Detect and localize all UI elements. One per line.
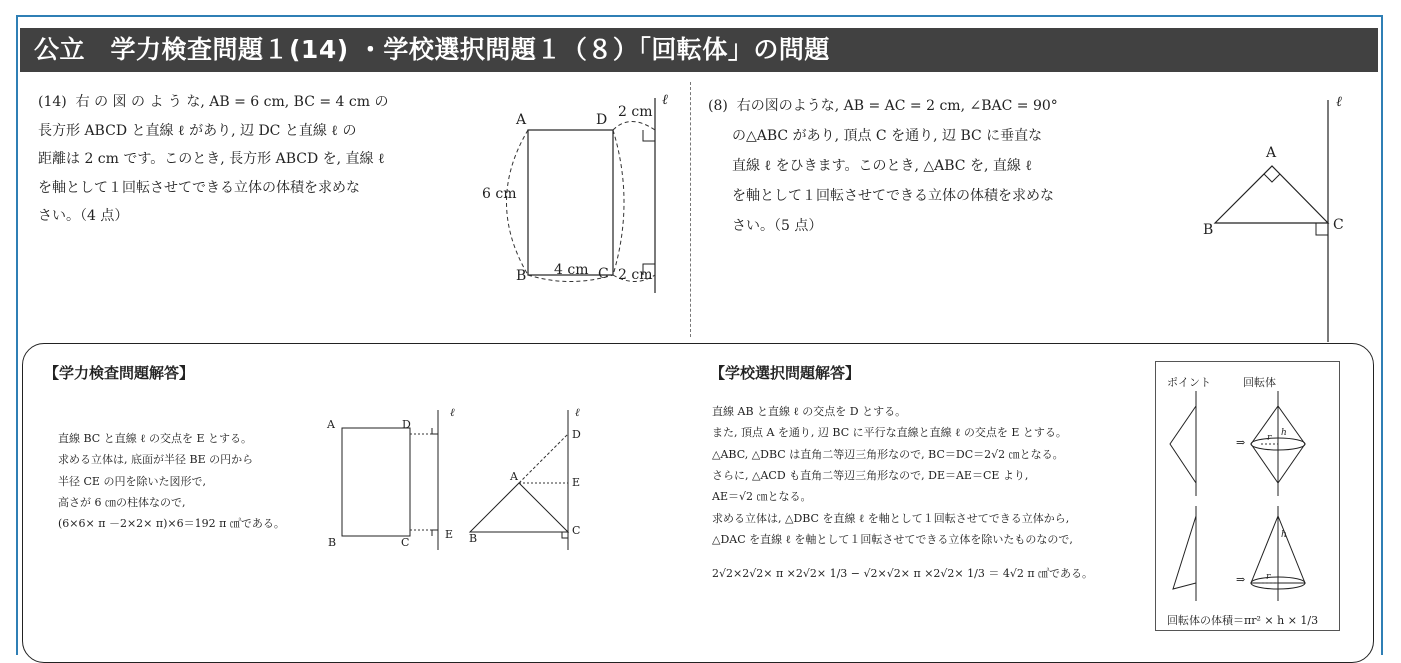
fig2-label-e: E <box>572 476 581 489</box>
fig1-label-l: ℓ <box>450 406 455 419</box>
right-answer-line: AE＝√2 ㎝となる。 <box>712 490 812 504</box>
q14-label-a: A <box>516 112 527 128</box>
left-answer-line: 直線 BC と直線 ℓ の交点を E とする。 <box>58 432 252 445</box>
dashed-arc-6cm <box>507 130 529 275</box>
q8-label-c: C <box>1333 217 1344 233</box>
right-angle-mark <box>432 428 438 434</box>
fig2-label-c: C <box>572 524 581 537</box>
right-angle-mark <box>562 532 568 538</box>
q14-label-6cm: 6 cm <box>482 186 517 202</box>
q14-label-c: C <box>598 266 609 282</box>
fig1-label-a: A <box>327 418 335 431</box>
right-answer-line: 直線 AB と直線 ℓ の交点を D とする。 <box>712 405 907 418</box>
q8-label-l: ℓ <box>1336 94 1342 110</box>
point-label: ポイント <box>1167 376 1211 389</box>
right-angle-mark <box>1316 223 1328 235</box>
q8-line: を軸として１回転させてできる立体の体積を求めな <box>732 188 1054 204</box>
q8-line: さい。（5 点） <box>732 218 823 234</box>
q8-line: の△ABC があり, 頂点 C を通り, 辺 BC に垂直な <box>732 128 1043 144</box>
q14-label-4cm: 4 cm <box>554 262 589 278</box>
rectangle-abcd <box>342 428 410 536</box>
q14-label-l: ℓ <box>662 92 668 108</box>
left-answer-line: 半径 CE の円を除いた図形で, <box>58 474 206 488</box>
q8-line: 直線 ℓ をひきます。このとき, △ABC を, 直線 ℓ <box>732 158 1033 174</box>
triangle-abc <box>1215 166 1328 223</box>
right-answer-line: また, 頂点 A を通り, 辺 BC に平行な直線と直線 ℓ の交点を E とする。 <box>712 426 1067 440</box>
point-label-solid: 回転体 <box>1243 376 1276 389</box>
fig2-label-d: D <box>572 428 581 441</box>
right-answer-line: 2√2×2√2× π ×2√2× 1/3 − √2×√2× π ×2√2× 1/3 ＝ 4√2 π ㎤である。 <box>712 567 1094 580</box>
q14-line: 距離は 2 cm です。このとき, 長方形 ABCD を, 直線 ℓ <box>38 151 385 167</box>
right-answer-line: △ABC, △DBC は直角二等辺三角形なので, BC＝DC＝2√2 ㎝となる。 <box>712 447 1064 461</box>
triangle-shape <box>1173 516 1196 589</box>
fig1-label-b: B <box>328 536 337 549</box>
q14-line: 長方形 ABCD と直線 ℓ があり, 辺 DC と直線 ℓ の <box>38 122 357 139</box>
left-answer-line: 高さが 6 ㎝の柱体なので, <box>58 495 186 509</box>
fig2-label-a: A <box>510 470 518 483</box>
question-divider <box>690 82 691 337</box>
answer-figure-2 <box>460 405 590 555</box>
triangle-shape <box>1170 406 1196 483</box>
answer-figure-1 <box>320 405 460 555</box>
q8-label-b: B <box>1203 222 1214 238</box>
left-answer-line: (6×6× π －2×2× π)×6＝192 π ㎤である。 <box>58 517 285 531</box>
fig1-label-c: C <box>401 536 410 549</box>
q8-line: (8) 右の図のような, AB = AC = 2 cm, ∠BAC = 90° <box>708 98 1058 114</box>
fig2-label-b: B <box>469 532 478 545</box>
rectangle-abcd <box>528 130 613 275</box>
label-r-top: r <box>1267 433 1272 443</box>
left-answer-line: 求める立体は, 底面が半径 BE の円から <box>58 453 254 467</box>
arrow-icon: ⇒ <box>1236 436 1246 449</box>
fig1-label-d: D <box>402 418 411 431</box>
triangle-abc <box>470 483 568 532</box>
q8-label-a: A <box>1266 145 1277 161</box>
page-title: 公立 学力検査問題１(14) ・学校選択問題１（８）「回転体」の問題 <box>20 28 1378 72</box>
point-figures <box>1155 361 1340 631</box>
q14-label-d: D <box>596 112 608 128</box>
right-answer-heading: 【学校選択問題解答】 <box>710 364 861 382</box>
label-r-bottom: r <box>1266 572 1271 582</box>
right-angle-mark <box>1264 174 1280 182</box>
q14-label-2cm-bottom: 2 cm <box>618 267 653 283</box>
q14-label-2cm-top: 2 cm <box>618 104 653 120</box>
right-angle-mark <box>643 130 655 141</box>
q14-line: さい。（4 点） <box>38 208 129 224</box>
q14-label-b: B <box>516 268 527 284</box>
dashed-arc-2cm-right <box>613 130 624 275</box>
point-formula: 回転体の体積＝πr² × h × 1/3 <box>1167 614 1319 627</box>
left-answer-heading: 【学力検査問題解答】 <box>44 364 195 382</box>
fig1-label-e: E <box>445 528 454 541</box>
label-h-bottom: h <box>1281 530 1287 540</box>
fig2-label-l: ℓ <box>575 406 580 419</box>
right-answer-line: さらに, △ACD も直角二等辺三角形なので, DE＝AE＝CE より, <box>712 468 1029 482</box>
dashed-segment-ad <box>519 434 568 483</box>
q14-line: を軸として１回転させてできる立体の体積を求めな <box>38 179 360 196</box>
right-angle-mark <box>432 530 438 536</box>
dashed-arc-2cm-top <box>613 122 655 131</box>
arrow-icon: ⇒ <box>1236 573 1246 586</box>
q14-line: (14) 右 の 図 の よ う な, AB = 6 cm, BC = 4 cm の <box>38 94 389 110</box>
label-h-top: h <box>1281 428 1287 438</box>
right-answer-line: △DAC を直線 ℓ を軸として１回転させてできる立体を除いたものなので, <box>712 532 1073 546</box>
right-answer-line: 求める立体は, △DBC を直線 ℓ を軸として１回転させてできる立体から, <box>712 511 1070 525</box>
